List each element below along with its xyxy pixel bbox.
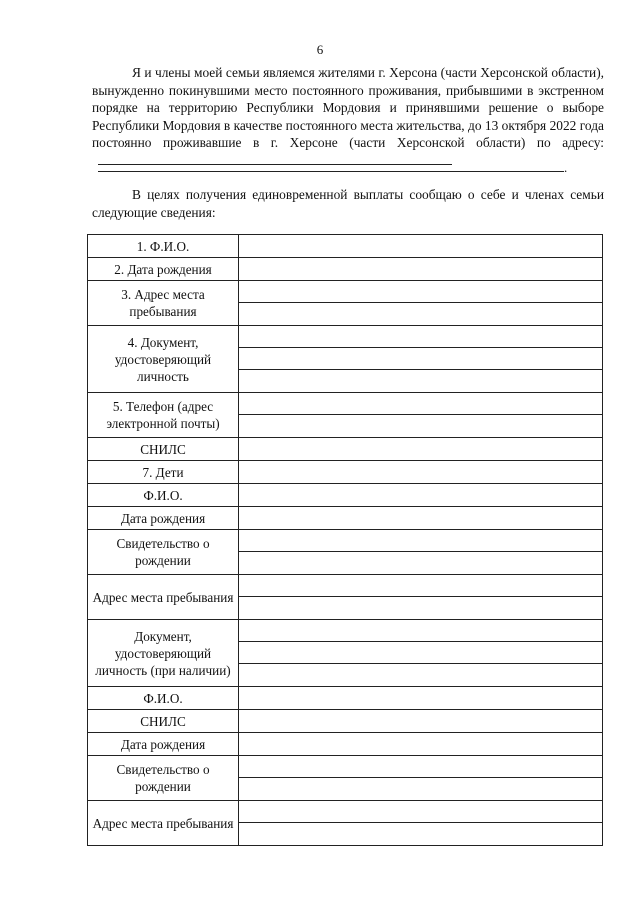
table-row [88, 461, 603, 484]
field-input-line[interactable] [239, 823, 602, 845]
field-label: Дата рождения [88, 507, 239, 530]
table-row [88, 575, 603, 620]
table-row [88, 620, 603, 687]
field-input-line[interactable] [239, 370, 602, 392]
field-value[interactable] [239, 507, 603, 530]
table-row [88, 281, 603, 326]
field-input-line[interactable] [239, 326, 602, 348]
field-value[interactable] [239, 620, 603, 687]
field-label: 4. Документ, удостоверяющий личность [88, 326, 239, 393]
page-number: 6 [316, 42, 324, 57]
table-row [88, 687, 603, 710]
field-input-line[interactable] [239, 530, 602, 552]
field-value[interactable] [239, 756, 603, 801]
address-line-2[interactable] [98, 171, 564, 172]
field-label: Дата рождения [88, 733, 239, 756]
intro-text: Я и члены моей семьи являемся жителями г. Херсона (части Херсонской области), вынужденно покинувшими место постоянного проживания, прибывшими в экстренном порядке на территорию Республики Мордовия и принявшими решение о выборе Республики Мордовия в качестве постоянного места жительства, до 13 октября 2022 года постоянно проживавшие в г. Херсоне (части Херсонской области) по адресу: [92, 65, 604, 151]
table-row [88, 733, 603, 756]
field-input-line[interactable] [239, 415, 602, 437]
field-input-line[interactable] [239, 303, 602, 325]
field-label: 3. Адрес места пребывания [88, 281, 239, 326]
field-value[interactable] [239, 235, 603, 258]
field-value[interactable] [239, 438, 603, 461]
field-value[interactable] [239, 575, 603, 620]
field-label: СНИЛС [88, 438, 239, 461]
field-label: 5. Телефон (адрес электронной почты) [88, 393, 239, 438]
field-input-line[interactable] [239, 597, 602, 619]
field-input-line[interactable] [239, 507, 602, 529]
field-label: Ф.И.О. [88, 687, 239, 710]
field-value[interactable] [239, 326, 603, 393]
table-row [88, 235, 603, 258]
field-label: Ф.И.О. [88, 484, 239, 507]
field-label: Адрес места пребывания [88, 801, 239, 846]
purpose-paragraph: В целях получения единовременной выплаты сообщаю о себе и членах семьи следующие сведения: [92, 187, 604, 220]
field-value[interactable] [239, 484, 603, 507]
field-input-line[interactable] [239, 801, 602, 823]
field-label: 7. Дети [88, 461, 239, 484]
field-value[interactable] [239, 281, 603, 326]
field-value[interactable] [239, 393, 603, 438]
field-input-line[interactable] [239, 461, 602, 483]
field-input-line[interactable] [239, 575, 602, 597]
field-value[interactable] [239, 530, 603, 575]
field-label: 2. Дата рождения [88, 258, 239, 281]
table-row [88, 756, 603, 801]
field-input-line[interactable] [239, 620, 602, 642]
field-label: Свидетельство о рождении [88, 530, 239, 575]
line-end-mark: . [564, 160, 568, 175]
field-input-line[interactable] [239, 235, 602, 257]
table-row [88, 710, 603, 733]
field-input-line[interactable] [239, 258, 602, 280]
field-input-line[interactable] [239, 552, 602, 574]
table-row [88, 801, 603, 846]
field-input-line[interactable] [239, 484, 602, 506]
field-input-line[interactable] [239, 393, 602, 415]
table-row [88, 507, 603, 530]
field-input-line[interactable] [239, 664, 602, 686]
field-label: Свидетельство о рождении [88, 756, 239, 801]
table-row [88, 258, 603, 281]
field-value[interactable] [239, 801, 603, 846]
field-input-line[interactable] [239, 348, 602, 370]
field-input-line[interactable] [239, 438, 602, 460]
field-input-line[interactable] [239, 733, 602, 755]
field-label: Адрес места пребывания [88, 575, 239, 620]
field-value[interactable] [239, 687, 603, 710]
field-value[interactable] [239, 733, 603, 756]
field-value[interactable] [239, 258, 603, 281]
field-label: Документ, удостоверяющий личность (при наличии) [88, 620, 239, 687]
table-row [88, 438, 603, 461]
field-label: СНИЛС [88, 710, 239, 733]
family-info-table [87, 234, 603, 846]
table-row [88, 393, 603, 438]
field-input-line[interactable] [239, 642, 602, 664]
field-input-line[interactable] [239, 710, 602, 732]
field-label: 1. Ф.И.О. [88, 235, 239, 258]
table-row [88, 530, 603, 575]
table-row [88, 484, 603, 507]
field-input-line[interactable] [239, 756, 602, 778]
field-input-line[interactable] [239, 281, 602, 303]
field-value[interactable] [239, 710, 603, 733]
field-input-line[interactable] [239, 778, 602, 800]
intro-paragraph [92, 64, 604, 170]
table-row [88, 326, 603, 393]
field-value[interactable] [239, 461, 603, 484]
field-input-line[interactable] [239, 687, 602, 709]
address-line[interactable] [98, 152, 452, 165]
